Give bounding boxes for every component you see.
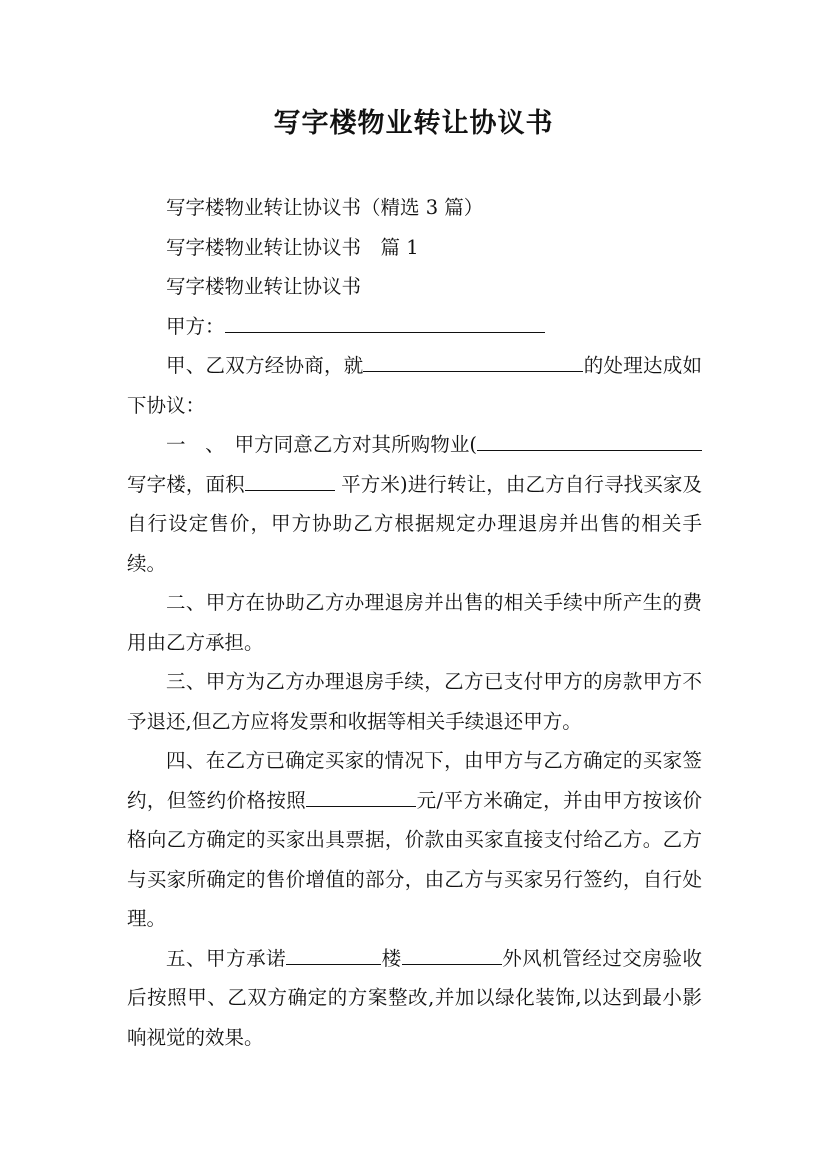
clause-3: 三、甲方为乙方办理退房手续，乙方已支付甲方的房款甲方不予退还,但乙方应将发票和收据等相关手续退还甲方。 [127,670,702,733]
clause-2: 二、甲方在协助乙方办理退房并出售的相关手续中所产生的费用由乙方承担。 [127,591,702,654]
matter-blank [363,351,583,372]
clause-1-text-c: 平方米)进行转让，由乙方自行寻找买家及自行设定售价，甲方协助乙方根据规定办理退房并出售的相关手续。 [127,472,702,575]
paragraph-consultation [127,346,702,425]
party-a-line [127,307,702,347]
consultation-text-a: 甲、乙双方经协商，就 [166,354,364,377]
clause-5-text-c: 外风机管经过交房验收后按照甲、乙双方确定的方案整改,并加以绿化装饰,以达到最小影响视觉的效果。 [127,946,702,1049]
clause-1-text-a: 一 、 甲方同意乙方对其所购物业( [166,433,477,456]
clause-4-text-b: 元/平方米确定，并由甲方按该价格向乙方确定的买家出具票据，价款由买家直接支付给乙方。乙方与买家所确定的售价增值的部分，由乙方与买家另行签约，自行处理。 [127,788,702,930]
building-number-blank [286,943,381,964]
clause-1 [127,425,702,583]
document-body [127,188,702,1057]
party-a-label: 甲方： [166,314,225,338]
clause-4 [127,741,702,939]
consultation-text-b: 的处理达成如下协议： [127,354,702,417]
area-blank [245,469,335,490]
clause-5-text-a: 五、甲方承诺 [166,946,287,970]
building-blank [477,430,702,451]
location-blank [402,943,502,964]
subtitle-part-1: 写字楼物业转让协议书 篇 1 [166,235,419,259]
clause-1-text-b: 写字楼，面积 [127,472,245,496]
clause-5 [127,939,702,1058]
price-blank [306,785,416,806]
clause-5-text-b: 楼 [381,946,402,970]
party-a-blank [225,311,545,332]
subtitle-collection: 写字楼物业转让协议书（精选 3 篇） [166,196,484,219]
document-title: 写字楼物业转让协议书 [273,108,554,139]
clause-4-text-a: 四、在乙方已确定买家的情况下，由甲方与乙方确定的买家签约，但签约价格按照 [127,749,702,812]
agreement-heading: 写字楼物业转让协议书 [166,275,362,298]
